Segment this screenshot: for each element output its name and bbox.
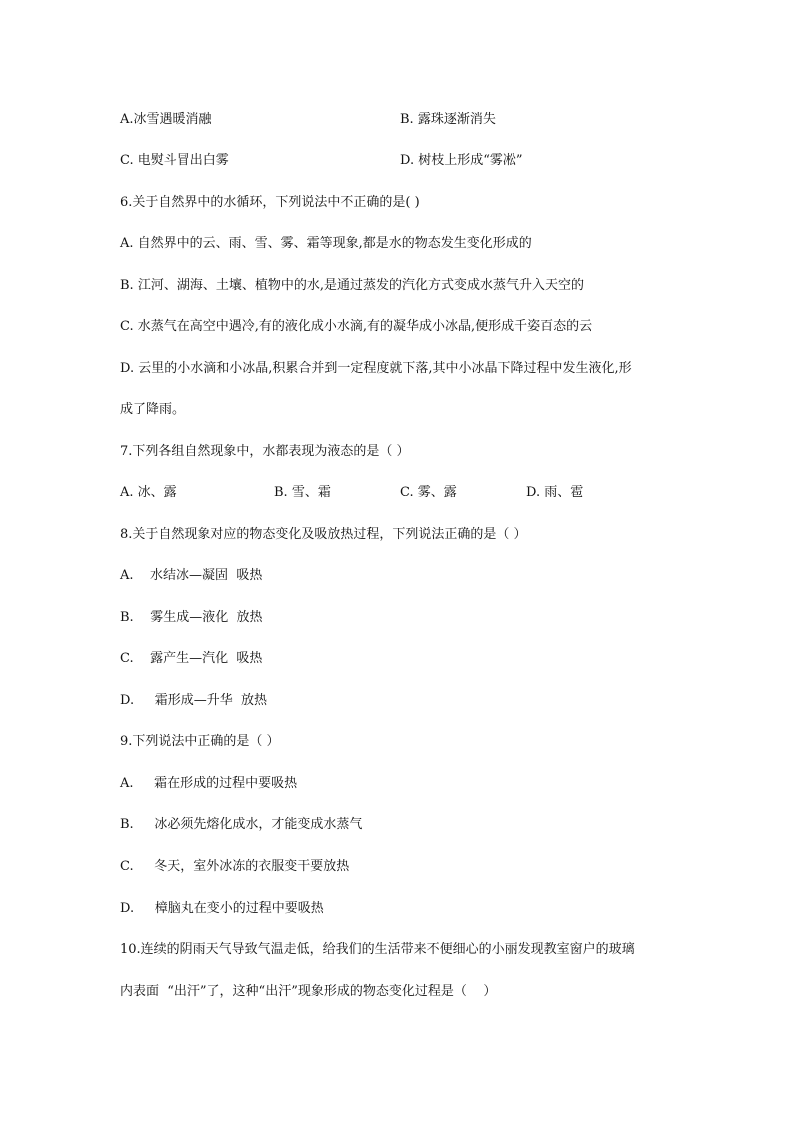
q10-stem-line1: 10.连续的阴雨天气导致气温走低，给我们的生活带来不便细心的小丽发现教室窗户的玻璃 <box>120 942 635 957</box>
q9-option-b: B. 冰必须先熔化成水，才能变成水蒸气 <box>120 817 363 832</box>
q7-option-d: D. 雨、雹 <box>526 485 584 500</box>
q5-option-c: C. 电熨斗冒出白雾 <box>120 153 229 168</box>
q5-option-a: A.冰雪遇暖消融 <box>120 112 212 127</box>
q7-option-b: B. 雪、霜 <box>274 485 331 500</box>
q8-option-a: A. 水结冰—凝固 吸热 <box>120 568 263 583</box>
q5-option-b: B. 露珠逐渐消失 <box>400 112 496 127</box>
q8-option-c: C. 露产生—汽化 吸热 <box>120 651 263 666</box>
q9-stem: 9.下列说法中正确的是（ ） <box>120 734 280 749</box>
q8-stem: 8.关于自然现象对应的物态变化及吸放热过程，下列说法正确的是（ ） <box>120 527 527 542</box>
q7-option-a: A. 冰、露 <box>120 485 177 500</box>
q6-stem: 6.关于自然界中的水循环，下列说法中不正确的是( ) <box>120 195 420 210</box>
q6-option-c: C. 水蒸气在高空中遇冷,有的液化成小水滴,有的凝华成小冰晶,便形成千姿百态的云 <box>120 319 593 334</box>
q6-option-d-line2: 成了降雨。 <box>120 402 186 417</box>
q6-option-a: A. 自然界中的云、雨、雪、雾、霜等现象,都是水的物态发生变化形成的 <box>120 236 532 251</box>
q6-option-d-line1: D. 云里的小水滴和小冰晶,积累合并到一定程度就下落,其中小冰晶下降过程中发生液化,形 <box>120 361 632 376</box>
q8-option-b: B. 雾生成—液化 放热 <box>120 610 263 625</box>
q6-option-b: B. 江河、湖海、土壤、植物中的水,是通过蒸发的汽化方式变成水蒸气升入天空的 <box>120 278 584 293</box>
q9-option-a: A. 霜在形成的过程中要吸热 <box>120 776 298 791</box>
q5-option-d: D. 树枝上形成“雾凇” <box>400 153 523 168</box>
q10-stem-line2: 内表面 “出汗”了，这种“出汗”现象形成的物态变化过程是（ ） <box>120 984 497 999</box>
q9-option-d: D. 樟脑丸在变小的过程中要吸热 <box>120 901 324 916</box>
q9-option-c: C. 冬天，室外冰冻的衣服变干要放热 <box>120 859 350 874</box>
q7-stem: 7.下列各组自然现象中，水都表现为液态的是（ ） <box>120 444 410 459</box>
q7-options <box>120 484 680 502</box>
q7-option-c: C. 雾、露 <box>400 485 457 500</box>
q8-option-d: D. 霜形成—升华 放热 <box>120 693 268 708</box>
